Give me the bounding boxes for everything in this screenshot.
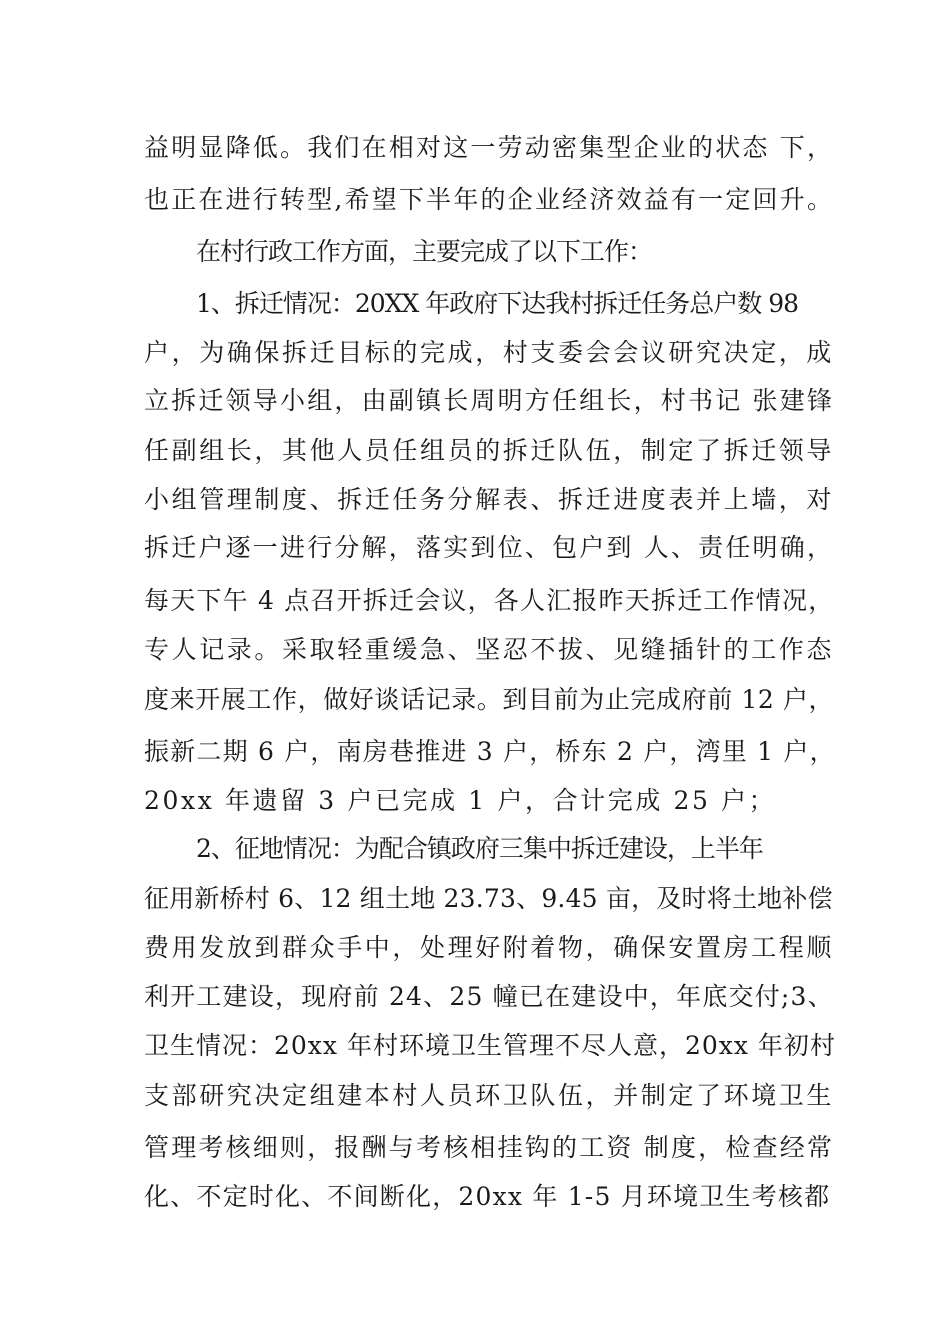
text-line: 振新二期 6 户，南房巷推进 3 户，桥东 2 户，湾里 1 户， [144, 737, 836, 766]
text-line: 支部研究决定组建本村人员环卫队伍，并制定了环境卫生 [144, 1081, 835, 1110]
text-line: 度来开展工作，做好谈话记录。到目前为止完成府前 12 户， [144, 685, 835, 714]
paragraph-start-line: 1、拆迁情况：20XX 年政府下达我村拆迁任务总户数 98 [196, 289, 799, 318]
text-line: 20xx 年遗留 3 户已完成 1 户，合计完成 25 户； [144, 786, 777, 815]
text-line: 益明显降低。我们在相对这一劳动密集型企业的状态 下， [144, 133, 835, 162]
text-line: 小组管理制度、拆迁任务分解表、拆迁进度表并上墙，对 [144, 485, 835, 514]
text-line: 费用发放到群众手中，处理好附着物，确保安置房工程顺 [144, 933, 835, 962]
text-line: 拆迁户逐一进行分解，落实到位、包户到 人、责任明确， [144, 533, 835, 562]
text-line: 每天下午 4 点召开拆迁会议，各人汇报昨天拆迁工作情况， [144, 586, 835, 615]
text-line: 管理考核细则，报酬与考核相挂钩的工资 制度，检查经常 [144, 1133, 835, 1162]
text-line: 任副组长，其他人员任组员的拆迁队伍，制定了拆迁领导 [144, 436, 835, 465]
text-line: 也正在进行转型,希望下半年的企业经济效益有一定回升。 [144, 185, 835, 214]
text-line: 卫生情况：20xx 年村环境卫生管理不尽人意，20xx 年初村 [144, 1031, 836, 1060]
text-line: 征用新桥村 6、12 组土地 23.73、9.45 亩，及时将土地补偿 [144, 884, 833, 913]
text-line: 专人记录。采取轻重缓急、坚忍不拔、见缝插针的工作态 [144, 635, 835, 664]
paragraph-start-line: 2、征地情况：为配合镇政府三集中拆迁建设，上半年 [196, 834, 763, 863]
text-line: 化、不定时化、不间断化，20xx 年 1-5 月环境卫生考核都 [144, 1182, 831, 1211]
text-line: 利开工建设，现府前 24、25 幢已在建设中，年底交付;3、 [144, 982, 834, 1011]
paragraph-start-line: 在村行政工作方面，主要完成了以下工作： [196, 237, 653, 266]
text-line: 户，为确保拆迁目标的完成，村支委会会议研究决定，成 [144, 338, 835, 367]
text-line: 立拆迁领导小组，由副镇长周明方任组长，村书记 张建锋 [144, 386, 835, 415]
